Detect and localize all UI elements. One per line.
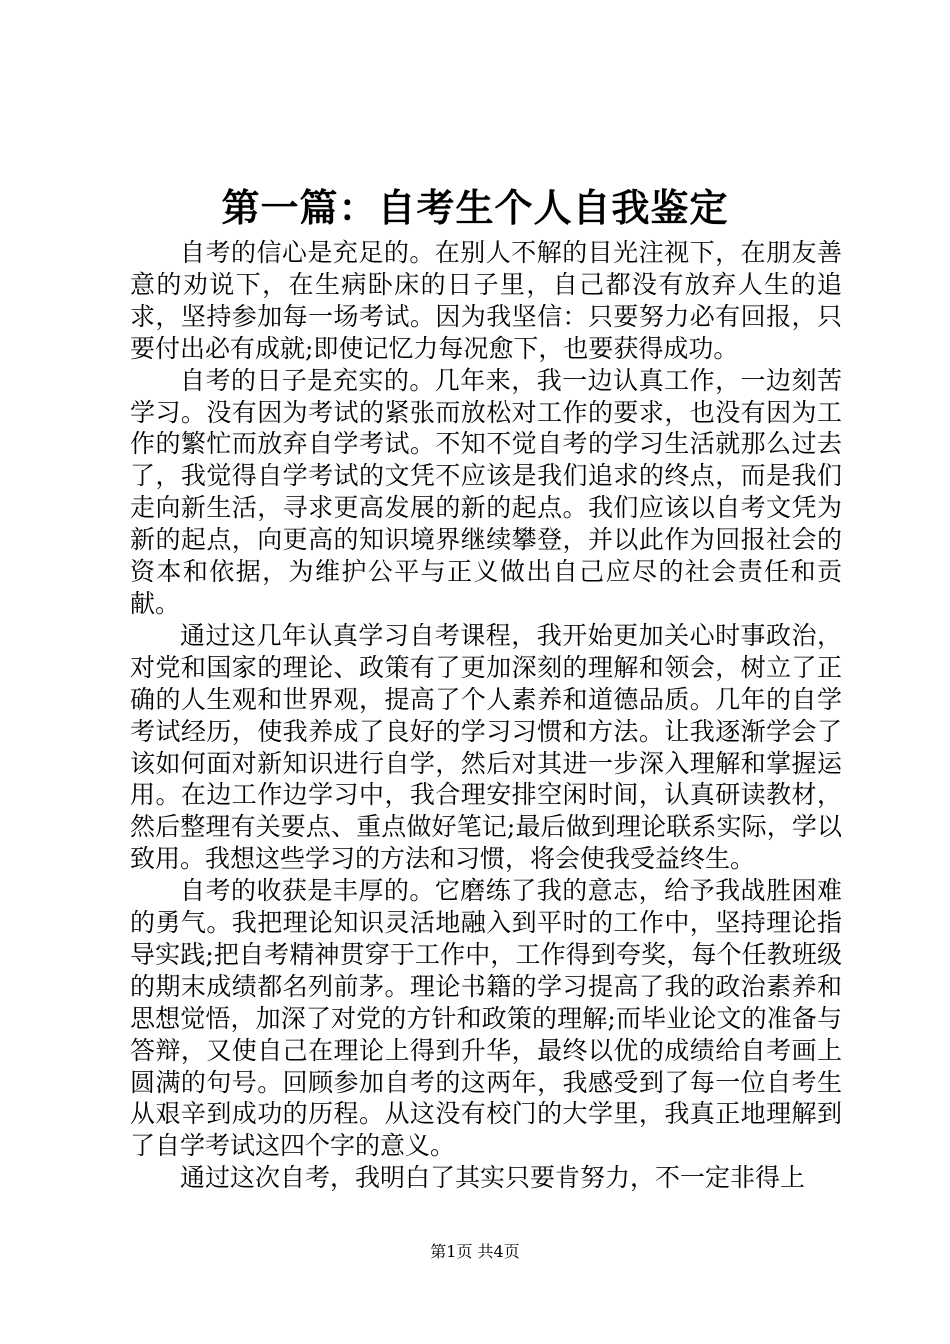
document-title: 第一篇：自考生个人自我鉴定 <box>221 185 729 230</box>
paragraph: 通过这几年认真学习自考课程，我开始更加关心时事政治，对党和国家的理论、政策有了更加深刻的理解和领会，树立了正确的人生观和世界观，提高了个人素养和道德品质。几年的自学考试经历，使我养成了良好的学习习惯和方法。让我逐渐学会了该如何面对新知识进行自学，然后对其进一步深入理解和掌握运用。在边工作边学习中，我合理安排空闲时间，认真研读教材，然后整理有关要点、重点做好笔记;最后做到理论联系实际，学以致用。我想这些学习的方法和习惯，将会使我受益终生。 <box>130 620 842 874</box>
paragraph: 自考的信心是充足的。在别人不解的目光注视下，在朋友善意的劝说下，在生病卧床的日子里，自己都没有放弃人生的追求，坚持参加每一场考试。因为我坚信：只要努力必有回报，只要付出必有成就;即使记忆力每况愈下，也要获得成功。 <box>130 238 842 363</box>
paragraph: 自考的收获是丰厚的。它磨练了我的意志，给予我战胜困难的勇气。我把理论知识灵活地融入到平时的工作中，坚持理论指导实践;把自考精神贯穿于工作中，工作得到夸奖，每个任教班级的期末成绩都名列前茅。理论书籍的学习提高了我的政治素养和思想觉悟，加深了对党的方针和政策的理解;而毕业论文的准备与答辩，又使自己在理论上得到升华，最终以优的成绩给自考画上圆满的句号。回顾参加自考的这两年，我感受到了每一位自考生从艰辛到成功的历程。从这没有校门的大学里，我真正地理解到了自学考试这四个字的意义。 <box>130 876 842 1161</box>
document-body <box>130 237 842 1194</box>
paragraph: 自考的日子是充实的。几年来，我一边认真工作，一边刻苦学习。没有因为考试的紧张而放松对工作的要求，也没有因为工作的繁忙而放弃自学考试。不知不觉自考的学习生活就那么过去了，我觉得自学考试的文凭不应该是我们追求的终点，而是我们走向新生活，寻求更高发展的新的起点。我们应该以自考文凭为新的起点，向更高的知识境界继续攀登，并以此作为回报社会的资本和依据，为维护公平与正义做出自己应尽的社会责任和贡献。 <box>130 365 842 618</box>
page-footer: 第1页 共4页 <box>430 1242 520 1261</box>
paragraph: 通过这次自考，我明白了其实只要肯努力，不一定非得上 <box>180 1163 806 1193</box>
